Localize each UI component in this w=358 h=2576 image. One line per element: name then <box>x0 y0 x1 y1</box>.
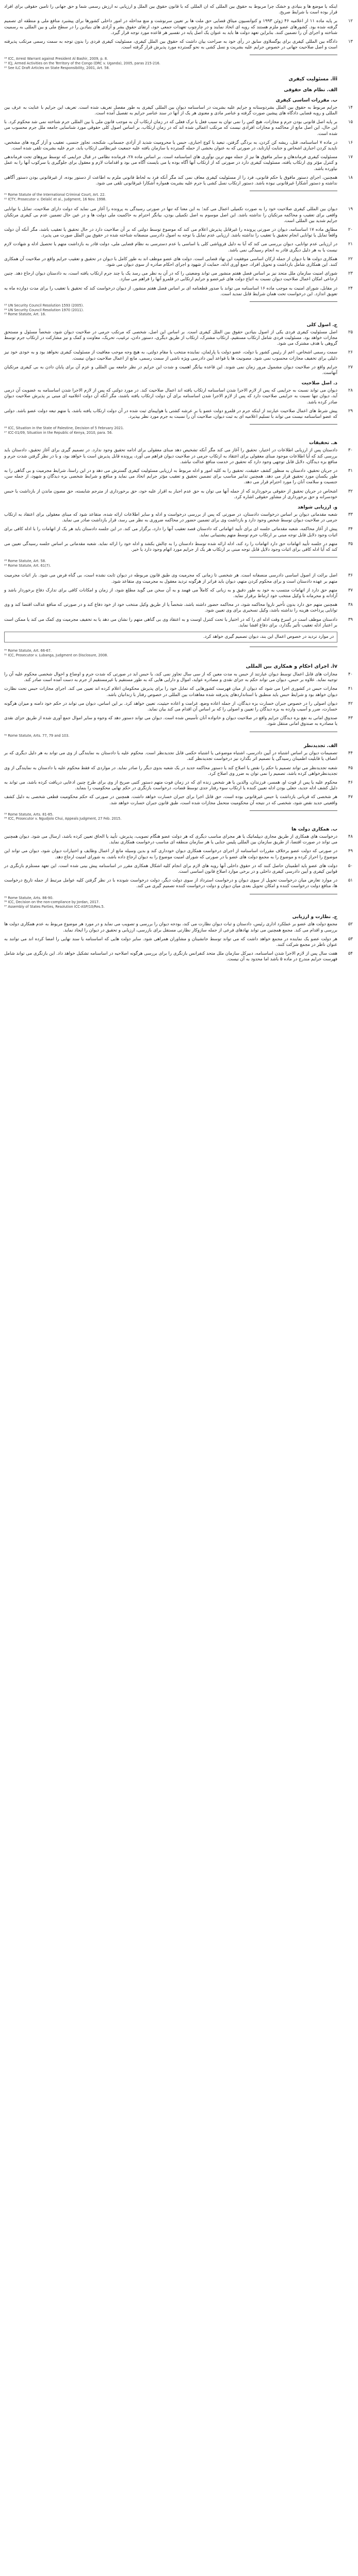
paragraph <box>4 686 353 698</box>
subsection-heading: د. اصل صلاحیت <box>301 381 337 386</box>
paragraph <box>4 155 353 172</box>
footnote-divider <box>250 301 337 302</box>
paragraph-text: در مقابل، شورای امنیت به موجب ماده ۱۶ اساسنامه می تواند با صدور قطعنامه ای بر اساس فصل هفتم منشور، از دیوان درخواست کند که تحقیق یا تعقیب را برای مدت دوازده ماه به تعویق اندازد. این درخواست تحت همان شرایط قابل تمدید است. <box>4 285 338 297</box>
footnote-line: ²⁵ Rome Statute, Art. 16. <box>4 312 46 317</box>
footnote-line: ³⁶ ICC, Decision on the non-compliance by Jordan, 2017. <box>4 900 100 905</box>
paragraph <box>4 951 353 962</box>
footnote-divider <box>250 810 337 811</box>
paragraph-number: ۴۰ <box>348 671 353 677</box>
paragraph-text: همچنین، اجرای دستور مافوق یا حکم قانونی، فرد را از مسئولیت کیفری معاف نمی کند مگر آنکه فرد به لحاظ قانونی ملزم به اطاعت از دستور بوده، از غیرقانونی بودن دستور آگاهی نداشته و دستور آشکارا غیرقانونی نبوده باشد. دستور ارتکاب نسل کشی یا جرم علیه بشریت همواره آشکارا غیرقانونی تلقی می شود. <box>4 175 337 186</box>
paragraph <box>4 4 353 15</box>
paragraph-text: سمت رسمی اشخاص، اعم از رئیس کشور یا دولت، عضو دولت یا پارلمان، نماینده منتخب یا مقام دولتی، به هیچ وجه موجب معافیت از مسئولیت کیفری نخواهد بود و به خودی خود نیز دلیلی برای تخفیف مجازات محسوب نمی شود. مصونیت ها یا قواعد آیین دادرسی ویژه ناشی از سمت رسمی، مانع از اعمال صلاحیت دیوان نیست. <box>4 350 337 361</box>
paragraph-number: ۴۷ <box>348 794 353 800</box>
paragraph <box>4 922 353 933</box>
paragraph-number: ۳۶ <box>348 573 353 579</box>
paragraph-number: ۳۱ <box>348 468 353 473</box>
paragraph <box>4 489 353 500</box>
paragraph-number: ۲۹ <box>348 408 353 414</box>
paragraph-number: ۲۲ <box>348 256 353 262</box>
footnote-line: ¹⁹ ICJ, Armed Activities on the Territory of the Congo (DRC v. Uganda), 2005, paras 215-216. <box>4 61 160 66</box>
footnote-line: ²⁰ See ILC Draft Articles on State Responsibility, 2001, Art. 58. <box>4 65 110 70</box>
paragraph <box>4 409 353 420</box>
subsection-heading: ج. اصول کلی <box>306 322 337 328</box>
paragraph-text: در صورتی که دولت عضو برخلاف مقررات اساسنامه از اجرای درخواست همکاری دیوان خودداری کند و بدین وسیله مانع از اعمال وظایف و اختیارات دیوان شود، دیوان می تواند این موضوع را احراز کرده و موضوع را به مجمع دولت های عضو یا در صورتی که شورای امنیت موضوع را به دیوان ارجاع داده باشد، به شورای امنیت ارجاع دهد. <box>4 849 337 860</box>
paragraph-number: ۱۸ <box>348 175 353 180</box>
paragraph <box>4 937 353 948</box>
footnote-line: ³³ Rome Statute, Arts. 81-85. <box>4 812 54 817</box>
paragraph-number: ۴۲ <box>348 701 353 706</box>
paragraph-text: بر پایه اصل قانونی بودن جرم و مجازات، هیچ کس را نمی توان به سبب فعل یا ترک فعلی که در زمان ارتکاب آن به موجب قانون ملی یا بین المللی جرم شناخته نمی شد محکوم کرد. با این حال، این اصل مانع از محاکمه و مجازات افرادی نیست که مرتکب اعمالی شده اند که در زمان ارتکاب، بر اساس اصول کلی حقوقی مورد شناسایی جامعه ملل جرم محسوب می شده است. <box>4 120 337 137</box>
paragraph-number: ۳۷ <box>348 587 353 593</box>
paragraph-number: ۵۲ <box>348 922 353 927</box>
paragraph-number: ۵۳ <box>348 936 353 942</box>
paragraph <box>4 672 353 683</box>
paragraph <box>4 242 353 253</box>
paragraph <box>4 751 353 762</box>
paragraph-text: همچنین متهم حق دارد بدون تأخیر ناروا محاکمه شود، در محاکمه حضور داشته باشد، شخصاً یا از طریق وکیل منتخب خود از خود دفاع کند و در صورتی که منافع عدالت اقتضا کند و وی توانایی پرداخت هزینه را نداشته باشد، وکیل تسخیری برای وی تعیین شود. <box>4 602 337 614</box>
paragraph-number: ۲۱ <box>348 242 353 247</box>
paragraph-number: ۴۶ <box>348 779 353 785</box>
paragraph-text: مجازات های قابل اعمال توسط دیوان عبارتند از حبس به مدت معین که از سی سال تجاوز نمی کند، یا حبس ابد در صورتی که شدت جرم و اوضاع و احوال شخصی محکوم علیه آن را توجیه نماید. علاوه بر حبس، دیوان می تواند حکم به جزای نقدی و مصادره عواید، اموال و دارایی هایی که به طور مستقیم یا غیرمستقیم از جرم به دست آمده است صادر کند. <box>4 671 337 683</box>
subsection-heading: الف. نظام های حقوقی <box>284 87 337 93</box>
subsection-heading: الف. تجدیدنظر <box>303 743 337 749</box>
footnotes <box>4 732 337 738</box>
footnote-line: ²⁴ UN Security Council Resolution 1970 (2011). <box>4 308 84 312</box>
paragraph-number: ۱۷ <box>348 155 353 160</box>
footnote-line: ²² ICTY, Prosecutor v. Delalić et al., Judgment, 16 Nov. 1998. <box>4 197 107 201</box>
paragraph <box>4 468 353 486</box>
paragraph-text: درخواست های همکاری از طریق مجاری دیپلماتیک یا هر مجرای مناسب دیگری که هر دولت عضو هنگام تصویب، پذیرش، تأیید یا الحاق تعیین کرده باشد، ارسال می شود. دیوان همچنین می تواند در صورت اقتضا، از طریق سازمان بین المللی پلیس جنایی یا هر سازمان منطقه ای مناسب درخواست همکاری نماید. <box>4 834 337 845</box>
paragraph-text: دیوان اصولی را در خصوص جبران خسارت بزه دیدگان، از جمله اعاده وضع، غرامت و اعاده حیثیت، تعیین خواهد کرد. بر این اساس، دیوان می تواند در حکم خود دامنه و میزان هرگونه خسارت، ضرر و آسیب وارده به بزه دیدگان را تعیین و اصولی را که بر اساس آن اقدام می کند بیان نماید. <box>4 701 337 712</box>
paragraph-text: دیوان بین المللی کیفری صلاحیت خود را به صورت تکمیلی اعمال می کند؛ به این معنا که تنها در صورتی رسیدگی به پرونده را آغاز می نماید که دولت دارای صلاحیت، تمایل یا توانایی واقعی برای تعقیب و محاکمه مرتکبان را نداشته باشد. این اصل موسوم به اصل تکمیلی بودن، بیانگر احترام به حاکمیت ملی دولت ها و در عین حال تضمین عدم بی کیفری مرتکبان جرایم شدید بین المللی است. <box>4 207 337 224</box>
paragraph-number: ۲۰ <box>348 227 353 232</box>
paragraph-number: ۵۰ <box>348 863 353 869</box>
footnotes <box>4 424 337 435</box>
footnotes <box>4 557 337 568</box>
paragraph-number: ۱۹ <box>348 207 353 212</box>
paragraph <box>4 716 353 727</box>
paragraph-number: ۴۸ <box>348 834 353 839</box>
paragraph <box>4 140 353 151</box>
paragraph <box>4 227 353 239</box>
paragraph <box>4 175 353 187</box>
paragraph <box>4 863 353 875</box>
paragraph-text: تصمیمات دیوان بر اساس اشتباه در آیین دادرسی، اشتباه موضوعی یا اشتباه حکمی قابل تجدیدنظر است. محکوم علیه یا دادستان به نمایندگی از وی می تواند به هر دلیل دیگری که بر انصاف یا قابلیت اطمینان رسیدگی یا تصمیم اثر بگذارد نیز درخواست تجدیدنظر کند. <box>4 751 337 762</box>
paragraph-text: دادگاه بین المللی کیفری برای یوگسلاوی سابق در رأی خود به صراحت بیان داشت که حقوق بین الملل کیفری، مسئولیت کیفری فردی را بدون توجه به سمت رسمی مرتکب پذیرفته است و اصل صلاحیت جهانی در خصوص جرایم علیه بشریت و نسل کشی به نحو گسترده مورد پذیرش قرار گرفته است. <box>4 39 337 50</box>
paragraph-text: اصل مسئولیت کیفری فردی یکی از اصول بنیادین حقوق بین الملل کیفری است. بر اساس این اصل، شخصی که مرتکب جرمی در صلاحیت دیوان شود، شخصاً مسئول و مستحق مجازات خواهد بود. مسئولیت فردی شامل ارتکاب مستقیم، ارتکاب مشترک، ارتکاب از طریق دیگری، دستور دادن، ترغیب، تحریک، معاونت و کمک و نیز مشارکت در ارتکاب جرم توسط گروهی با هدف مشترک می شود. <box>4 329 337 347</box>
paragraph-text: پیش شرط های اعمال صلاحیت عبارتند از اینکه جرم در قلمرو دولت عضو یا بر عرشه کشتی یا هواپیمای ثبت شده در آن دولت ارتکاب یافته باشد، یا متهم تبعه دولت عضو باشد. دولتی که عضو اساسنامه نیست می تواند با تسلیم اعلامیه ای به ثبت دیوان، صلاحیت آن را نسبت به جرم مورد نظر بپذیرد. <box>4 408 337 419</box>
footnote-line: ³¹ ICC, Prosecutor v. Lubanga, Judgment on Disclosure, 2008. <box>4 653 108 657</box>
paragraph <box>4 573 353 584</box>
paragraph <box>4 878 353 889</box>
paragraph-number: ۳۵ <box>348 541 353 547</box>
section-heading: iv. اجرای احکام و همکاری بین المللی <box>246 664 337 670</box>
paragraph-text: دولت های عضو باید اطمینان حاصل کنند که در حقوق داخلی آنها رویه های لازم برای انجام کلیه اشکال همکاری مقرر در اساسنامه پیش بینی شده است. این تعهد مستلزم بازنگری در قوانین کیفری و آیین دادرسی کیفری داخلی و در برخی موارد اصلاح قانون اساسی است. <box>4 863 337 874</box>
section-heading: iii. مسئولیت کیفری <box>288 76 337 82</box>
subsection-heading: ب. مقررات اساسی کیفری <box>275 97 337 103</box>
paragraph-number: ۳۰ <box>348 448 353 453</box>
footnote-line: ³⁴ ICC, Prosecutor v. Ngudjolo Chui, Appeals Judgment, 27 Feb. 2015. <box>4 817 122 821</box>
paragraph-number: ۴۹ <box>348 849 353 854</box>
paragraph-text: شورای امنیت سازمان ملل متحد نیز بر اساس فصل هفتم منشور می تواند وضعیتی را که در آن به نظر می رسد یک یا چند جرم ارتکاب یافته است، به دادستان دیوان ارجاع دهد. چنین ارجاعی امکان اعمال صلاحیت دیوان نسبت به اتباع دولت های غیرعضو و جرایم ارتکابی در قلمرو آنها را فراهم می سازد. <box>4 271 337 282</box>
footnote-line: ²⁹ Rome Statute, Art. 61(7). <box>4 563 51 568</box>
paragraph <box>4 207 353 224</box>
paragraph <box>4 617 353 629</box>
paragraph <box>4 39 353 50</box>
paragraph <box>4 330 353 347</box>
paragraph-text: دادستان پس از ارزیابی اطلاعات در اختیار، تحقیق را آغاز می کند مگر آنکه تشخیص دهد مبنای معقولی برای ادامه تحقیق وجود ندارد. در تصمیم گیری برای آغاز تحقیق، دادستان باید بررسی کند که آیا اطلاعات موجود مبنای معقولی برای اعتقاد به ارتکاب جرمی در صلاحیت دیوان فراهم می آورد، پرونده قابل پذیرش است یا خواهد بود، و با در نظر گرفتن شدت جرم و منافع بزه دیدگان، دلایل قابل توجهی وجود دارد که تحقیق در خدمت منافع عدالت نباشد. <box>4 448 337 465</box>
paragraph-number: ۵۴ <box>348 951 353 957</box>
paragraph-number: ۳۹ <box>348 617 353 622</box>
paragraph-number: ۲۵ <box>348 329 353 335</box>
footnotes <box>4 301 337 317</box>
footnote-line: ²⁶ ICC, Situation in the State of Palestine, Decision of 5 February 2021. <box>4 426 124 431</box>
paragraph <box>4 105 353 116</box>
paragraph-number: ۲۳ <box>348 271 353 277</box>
paragraph-text: مسئولیت کیفری فرماندهان و سایر مافوق ها نیز از جمله مهم ترین نوآوری های اساسنامه است. بر اساس ماده ۲۸، فرمانده نظامی در قبال جرایمی که توسط نیروهای تحت فرماندهی و کنترل مؤثر وی ارتکاب یافته، مسئولیت کیفری دارد در صورتی که از ارتکاب آنها آگاه بوده یا می بایست آگاه می بود و اقدامات لازم و معقول برای جلوگیری یا سرکوب آنها را به عمل نیاورده باشد. <box>4 155 338 172</box>
paragraph-text: جرایم واقع در صلاحیت دیوان مشمول مرور زمان نمی شوند. این قاعده بیانگر اهمیت و شدت این جرایم در نظر جامعه بین المللی و عزم آن برای پایان دادن به بی کیفری مرتکبان آنهاست. <box>4 364 337 376</box>
paragraph-number: ۱۵ <box>348 120 353 125</box>
paragraph-text: هر شخصی که قربانی بازداشت یا حبس غیرقانونی بوده است، حق قابل اجرا برای جبران خسارت خواهد داشت. همچنین در صورتی که حکم محکومیت قطعی شخصی به دلیل کشف واقعیتی جدید نقض شود، شخصی که در نتیجه آن محکومیت متحمل مجازات شده است، طبق قانون جبران خسارت خواهد شد. <box>4 794 337 806</box>
paragraph-text: دادستان موظف است در اسرع وقت ادله ای را که در اختیار یا تحت کنترل اوست و به اعتقاد وی بی گناهی متهم را نشان می دهد یا به تخفیف مجرمیت وی کمک می کند یا ممکن است بر اعتبار ادله تعقیب تأثیر بگذارد، برای دفاع افشا نماید. <box>4 617 337 628</box>
footnotes <box>4 647 337 657</box>
paragraph <box>4 120 353 137</box>
paragraph-text: اشخاص در جریان تحقیق از حقوقی برخوردارند که از جمله آنها می توان به حق عدم اجبار به اقرار علیه خود، حق برخورداری از مترجم شایسته، حق مصون ماندن از بازداشت یا حبس خودسرانه و حق برخورداری از مشاور حقوقی اشاره کرد. <box>4 488 337 500</box>
subsection-heading: و. ارزیابی شواهد <box>298 505 337 510</box>
paragraph <box>4 286 353 297</box>
paragraph-text: در موارد تعارض میان درخواست تحویل از سوی دیوان و درخواست استرداد از سوی دولت دیگر، دولت درخواست شونده با در نظر گرفتن کلیه عوامل مرتبط از جمله تاریخ درخواست ها، منافع دولت درخواست کننده و امکان تحویل بعدی میان دیوان و دولت درخواست کننده تصمیم گیری می کند. <box>4 878 337 889</box>
paragraph-number: ۴۴ <box>348 751 353 756</box>
paragraph <box>4 512 353 523</box>
paragraph-text: بر پایه ماده ۱۱ از اعلامیه ۴۶ ژوئن ۱۹۹۳ و کنوانسیون میثاق قضایی حق ملت ها بر تعیین سرنوشت و منع مداخله در امور داخلی کشورها برای پیشبرد منافع ملی و منطقه ای تصمیم گرفته شده بود. کشورهای عضو ملزم هستند که رویه ای اتخاذ نمایند و در چارچوب تعهدات جمعی خود، ارتقای حقوق بشر و آزادی های بنیادین را در سطح ملی و بین المللی به رسمیت شناخته و اجرای آن را تضمین کنند. بنابراین تعهد دولت ها باید به عنوان یک اصل پایه در تفسیر هر قاعده مورد توجه قرار گیرد. <box>4 19 337 36</box>
boxed-note: در موارد تردید در خصوص اعمال این بند، دیوان تصمیم گیری خواهد کرد. <box>4 632 337 642</box>
paragraph-text: همکاری دولت ها با دیوان از جمله ارکان اساسی موفقیت این نهاد قضایی است. دولت های عضو موظف اند به طور کامل با دیوان در تحقیق و تعقیب جرایم واقع در صلاحیت آن همکاری کنند. این همکاری شامل بازداشت و تحویل افراد، جمع آوری ادله، حمایت از شهود و اجرای احکام صادره از سوی دیوان می شود. <box>4 256 337 267</box>
paragraph-number: ۳۸ <box>348 602 353 608</box>
paragraph-text: مطابق ماده ۱۷ اساسنامه، دیوان در صورتی پرونده را غیرقابل پذیرش اعلام می کند که موضوع توسط دولتی که بر آن صلاحیت دارد در حال تحقیق یا تعقیب باشد، مگر آنکه آن دولت واقعاً تمایل یا توانایی انجام تحقیق یا تعقیب را نداشته باشد. ارزیابی عدم تمایل با توجه به اصول دادرسی منصفانه شناخته شده در حقوق بین الملل صورت می پذیرد. <box>4 227 337 239</box>
footnote-line: ²³ UN Security Council Resolution 1593 (2005). <box>4 303 84 308</box>
paragraph-text: در جریان تحقیق، دادستان به منظور کشف حقیقت، تحقیق را به کلیه امور و ادله مربوط به ارزیابی مسئولیت کیفری گسترش می دهد و در این راستا، شرایط مجرمیت و بی گناهی را به طور یکسان مورد تحقیق قرار می دهد. همچنین تدابیر مناسب برای تضمین تحقیق و تعقیب مؤثر جرایم اتخاذ می نماید و منافع و شرایط شخصی بزه دیدگان و شهود، از جمله سن، جنسیت و سلامت آنان را مورد احترام قرار می دهد. <box>4 468 337 485</box>
paragraph-text: هر دولت عضو یک نماینده در مجمع خواهد داشت که می تواند توسط جانشینان و مشاوران همراهی شود. سایر دولت هایی که اساسنامه یا سند نهایی را امضا کرده اند می توانند به عنوان ناظر در مجمع شرکت کنند. <box>4 936 337 947</box>
paragraph <box>4 834 353 845</box>
paragraph-number: ۱۲ <box>348 19 353 24</box>
paragraph-number: ۴۵ <box>348 765 353 771</box>
footnotes <box>4 191 337 201</box>
footnote-divider <box>250 424 337 425</box>
paragraph-text: اینکه یا موضع ها و بنیادی و خشک چرا مربوط به حقوق بین المللی که ان المللی که با قانون حقوق بین الملل و ارزیابی نه ارزش رسمی شما و حق جهانی را تامین حقوقی برای افراد قرار بوده است با شرایط صریح. <box>4 4 337 15</box>
paragraph-number: ۲۷ <box>348 364 353 370</box>
footnote-line: ²¹ Rome Statute of the International Criminal Court, Art. 22. <box>4 193 106 197</box>
subsection-heading: ج. نظارت و ارزیابی <box>292 914 337 920</box>
paragraph <box>4 701 353 713</box>
footnote-line: ³⁰ Rome Statute, Art. 66-67. <box>4 649 52 653</box>
paragraph-text: در ارزیابی عدم توانایی، دیوان بررسی می کند که آیا به دلیل فروپاشی کلی یا اساسی یا عدم دسترسی به نظام قضایی ملی، دولت قادر به بازداشت متهم یا تحصیل ادله و شهادت لازم نیست یا به هر دلیل دیگری قادر به انجام رسیدگی نمی باشد. <box>4 242 337 253</box>
paragraph-number: ۳۴ <box>348 527 353 532</box>
paragraph-text: متهم در جلسه تأیید اتهامات حق دارد اتهامات را رد کند، ادله ارائه شده توسط دادستان را به چالش بکشد و ادله خود را ارائه نماید. شعبه مقدماتی بر اساس جلسه رسیدگی تعیین می کند که آیا ادله کافی برای اثبات وجود دلایل قابل توجه مبنی بر ارتکاب هر یک از جرایم مورد اتهام وجود دارد یا خیر. <box>4 541 337 553</box>
paragraph-text: متهم حق دارد از اتهامات منتسب به خود به طور دقیق و به زبانی که کاملاً می فهمد و به آن سخن می گوید مطلع شود، از زمان و امکانات کافی برای تدارک دفاع برخوردار باشد و آزادانه و محرمانه با وکیل منتخب خود ارتباط برقرار نماید. <box>4 587 337 599</box>
paragraph <box>4 350 353 361</box>
paragraph-number: ۱۴ <box>348 105 353 110</box>
paragraph-text: پیش از آغاز محاکمه، شعبه مقدماتی جلسه ای برای تأیید اتهاماتی که دادستان قصد تعقیب آنها را دارد، برگزار می کند. در این جلسه دادستان باید هر یک از اتهامات را با ادله کافی برای اثبات وجود دلایل قابل توجه مبنی بر ارتکاب جرم توسط متهم پشتیبانی نماید. <box>4 527 337 538</box>
paragraph-number: ۲۸ <box>348 388 353 394</box>
paragraph-text: صندوق امانی به نفع بزه دیدگان جرایم واقع در صلاحیت دیوان و خانواده آنان تأسیس شده است. دیوان می تواند دستور دهد که وجوه و سایر اموال جمع آوری شده از طریق جزای نقدی یا مصادره به صندوق امانی منتقل شود. <box>4 716 337 727</box>
footnote-line: ³² Rome Statute, Arts. 77, 79 and 103. <box>4 733 70 738</box>
paragraph-number: ۱۶ <box>348 140 353 145</box>
paragraph <box>4 257 353 268</box>
paragraph <box>4 365 353 376</box>
paragraph <box>4 527 353 538</box>
paragraph-number: ۴۳ <box>348 716 353 721</box>
paragraph-number: ۵۱ <box>348 878 353 884</box>
document-body <box>0 0 358 963</box>
paragraph-text: شعبه تجدیدنظر می تواند تصمیم یا حکم را نقض یا اصلاح کند یا دستور محاکمه جدید در یک شعبه بدوی دیگر را صادر نماید. در مواردی که فقط محکوم علیه یا دادستان به نمایندگی از وی تجدیدنظرخواهی کرده باشد، تصمیم را نمی توان به ضرر وی اصلاح کرد. <box>4 765 337 776</box>
paragraph <box>4 541 353 553</box>
footnotes <box>4 810 337 821</box>
paragraph-text: مجازات حبس در کشوری اجرا می شود که دیوان از میان فهرست کشورهایی که تمایل خود را برای پذیرش محکومان اعلام کرده اند تعیین می کند. اجرای مجازات حبس تحت نظارت دیوان خواهد بود و شرایط حبس باید منطبق با استانداردهای پذیرفته شده معاهدات بین المللی در خصوص رفتار با زندانیان باشد. <box>4 686 337 698</box>
footnotes <box>4 894 337 909</box>
paragraph <box>4 271 353 282</box>
paragraph-text: شعبه مقدماتی دیوان بر اساس درخواست دادستان، در صورتی که پس از بررسی درخواست و ادله و سایر اطلاعات ارائه شده، متقاعد شود که مبنای معقولی برای اعتقاد به ارتکاب جرمی در صلاحیت دیوان توسط شخص وجود دارد و بازداشت وی برای تضمین حضور در محاکمه ضروری به نظر می رسد، قرار بازداشت صادر می نماید. <box>4 512 337 523</box>
paragraph-number: ۴۱ <box>348 686 353 692</box>
paragraph-text: هفت سال پس از لازم الاجرا شدن اساسنامه، دبیرکل سازمان ملل متحد کنفرانس بازنگری را برای بررسی هرگونه اصلاحیه در اساسنامه تشکیل خواهد داد. این بازنگری می تواند شامل فهرست جرایم مندرج در ماده ۵ باشد اما محدود به آن نیست. <box>4 951 337 962</box>
paragraph <box>4 448 353 465</box>
footnotes <box>4 55 337 70</box>
paragraph <box>4 849 353 860</box>
paragraph <box>4 794 353 806</box>
paragraph-number: ۱۳ <box>348 39 353 45</box>
paragraph <box>4 588 353 599</box>
footnote-line: ³⁷ Assembly of States Parties, Resolution ICC-ASP/10/Res.5. <box>4 904 105 909</box>
paragraph-number: ۳۳ <box>348 512 353 517</box>
footnote-line: ²⁸ Rome Statute, Art. 58. <box>4 559 46 564</box>
paragraph-text: اصل برائت از اصول اساسی دادرسی منصفانه است. هر شخصی تا زمانی که مجرمیت وی طبق قانون مربوطه در دیوان ثابت نشده است، بی گناه فرض می شود. بار اثبات مجرمیت متهم بر عهده دادستان است و برای محکوم کردن متهم، دیوان باید فراتر از هرگونه تردید معقول به مجرمیت وی متقاعد شود. <box>4 573 337 584</box>
paragraph <box>4 388 353 405</box>
paragraph-text: مجمع دولت های عضو بر عملکرد اداری رئیس، دادستان و ثبات دیوان نظارت می کند، بودجه دیوان را بررسی و تصویب می نماید و در مورد هر موضوع مربوط به عدم همکاری دولت ها بررسی و اقدام می کند. مجمع همچنین می تواند نهادهای فرعی از جمله سازوکار نظارتی مستقل برای بازرسی، ارزیابی و تحقیق در دیوان را ایجاد نماید. <box>4 922 337 933</box>
paragraph-text: محکوم علیه یا پس از فوت او، همسر، فرزندان، والدین یا هر شخص زنده ای که در زمان فوت متهم دستور کتبی صریح از وی برای طرح چنین ادعایی دریافت کرده باشد، می تواند به دلیل کشف ادله جدید، جعلی بودن ادله تعیین کننده یا ارتکاب سوء رفتار جدی توسط قضات، درخواست بازنگری در حکم نهایی محکومیت را بنماید. <box>4 779 337 791</box>
paragraph-number: ۳۲ <box>348 488 353 494</box>
paragraph-number: ۲۴ <box>348 285 353 291</box>
paragraph-text: دیوان می تواند نسبت به جرایمی که پس از لازم الاجرا شدن اساسنامه ارتکاب یافته اند اعمال صلاحیت کند. در مورد دولتی که پس از لازم الاجرا شدن اساسنامه به عضویت آن درمی آید، دیوان تنها نسبت به جرایمی صلاحیت دارد که پس از لازم الاجرا شدن اساسنامه برای آن دولت ارتکاب یافته باشند، مگر آنکه آن دولت اعلامیه ای مبنی بر پذیرش صلاحیت دیوان صادر کرده باشد. <box>4 388 337 405</box>
paragraph <box>4 19 353 36</box>
footnote-line: ²⁷ ICC-01/09, Situation in the Republic of Kenya, 2010, para. 56. <box>4 430 113 435</box>
paragraph <box>4 602 353 614</box>
subsection-heading: هـ. تحقیقات <box>309 440 337 446</box>
paragraph <box>4 766 353 777</box>
paragraph-text: در ماده ۷ اساسنامه، قتل، ریشه کن کردن، به بردگی گرفتن، تبعید یا کوچ اجباری، حبس یا محرومیت شدید از آزادی جسمانی، شکنجه، تجاوز جنسی، تعقیب و آزار گروه های مشخص، ناپدید کردن اجباری اشخاص و جنایت آپارتاید، در صورتی که به عنوان بخشی از حمله گسترده یا سازمان یافته علیه جمعیت غیرنظامی ارتکاب یابد، جرم علیه بشریت تلقی شده است. <box>4 140 337 151</box>
footnote-line: ³⁵ Rome Statute, Arts. 86-90. <box>4 895 54 900</box>
paragraph-text: جرایم مربوط به حقوق بین الملل بشردوستانه و جرایم علیه بشریت در اساسنامه دیوان بین المللی کیفری به طور مفصل تعریف شده است. تعریف این جرایم با عنایت به عرف بین المللی و رویه قضایی دادگاه های پیشین صورت گرفته و عناصر مادی و معنوی هر یک از آنها در سند عناصر جرایم به تفصیل آمده است. <box>4 105 337 116</box>
paragraph <box>4 780 353 791</box>
paragraph-number: ۲۶ <box>348 350 353 355</box>
footnote-line: ¹⁸ ICC, Arrest Warrant against President Al Bashir, 2009, p. 8. <box>4 57 108 61</box>
subsection-heading: ب. همکاری دولت ها <box>291 826 337 832</box>
